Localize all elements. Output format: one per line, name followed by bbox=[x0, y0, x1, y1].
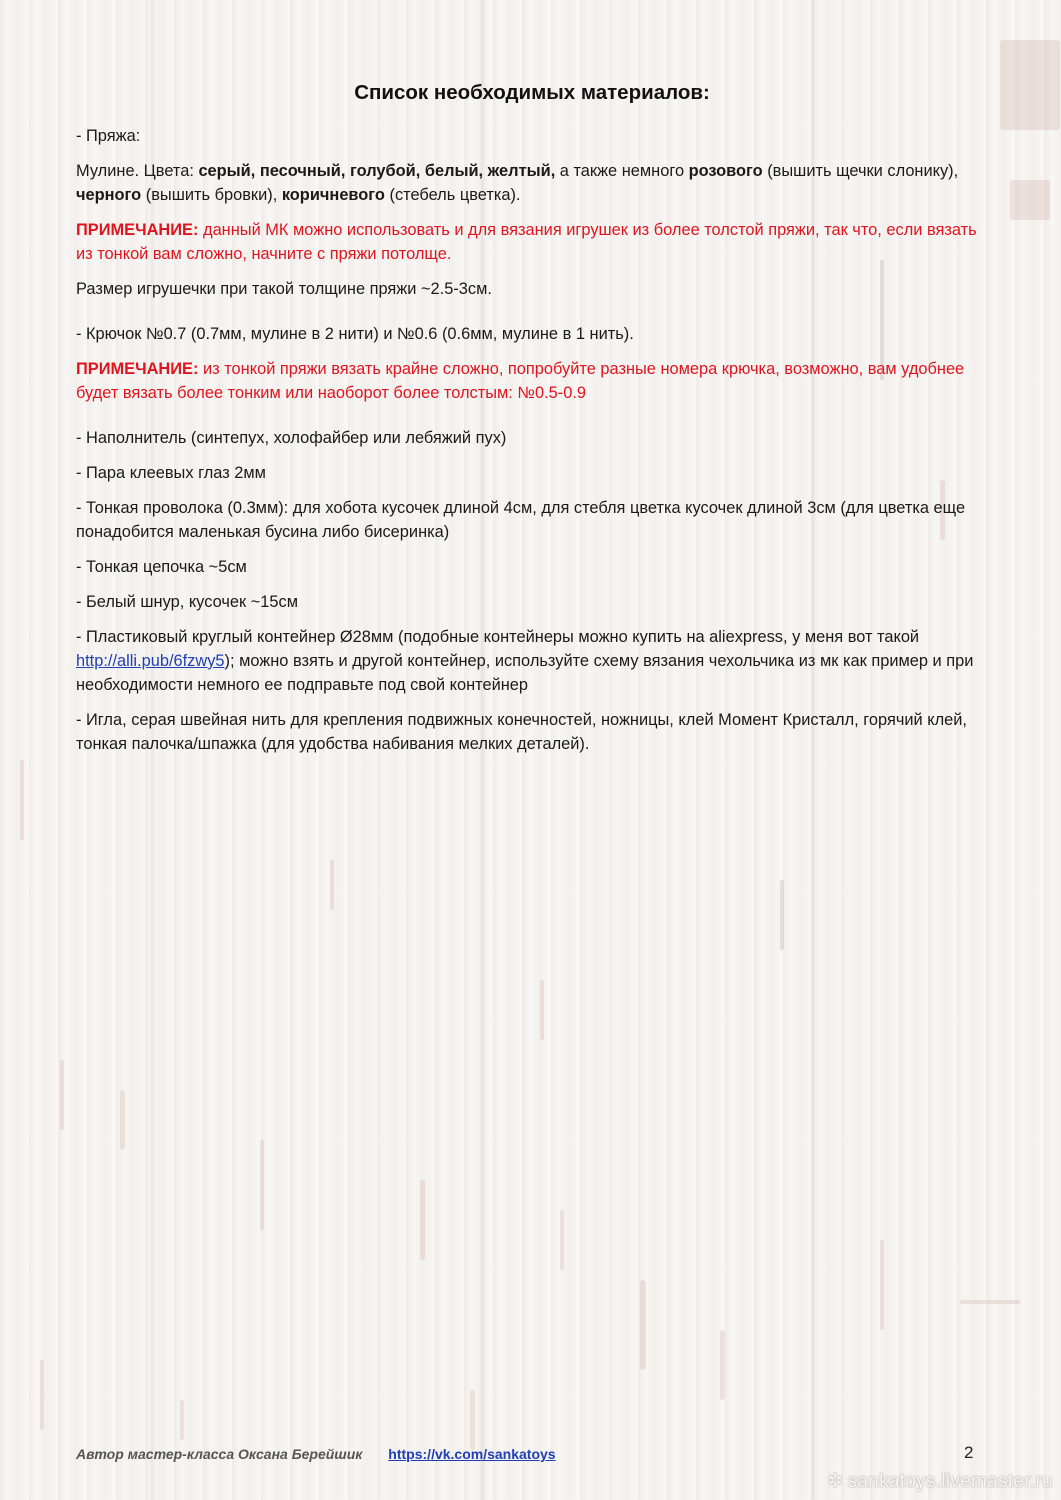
toy-size: Размер игрушечки при такой толщине пряжи ~2.5-3см. bbox=[76, 280, 492, 298]
yarn-label: - Пряжа: bbox=[76, 127, 141, 145]
footer-author: Автор мастер-класса Оксана Берейшик bbox=[76, 1446, 363, 1462]
document-body bbox=[76, 80, 988, 767]
filler-item: - Наполнитель (синтепух, холофайбер или лебяжий пух) bbox=[76, 429, 507, 447]
page-number: 2 bbox=[964, 1443, 974, 1462]
chain-item: - Тонкая цепочка ~5см bbox=[76, 558, 247, 576]
page-title: Список необходимых материалов: bbox=[354, 81, 710, 104]
gear-icon: ✲ bbox=[827, 1471, 844, 1492]
cord-item: - Белый шнур, кусочек ~15см bbox=[76, 593, 298, 611]
tools-item: - Игла, серая швейная нить для крепления подвижных конечностей, ножницы, клей Момент Кристалл, горячий клей, тонкая палочка/шпажка (для удобства набивания мелких деталей). bbox=[76, 711, 967, 753]
hook-item: - Крючок №0.7 (0.7мм, мулине в 2 нити) и №0.6 (0.6мм, мулине в 1 нить). bbox=[76, 325, 634, 343]
watermark: ✲ sankatoys.livemaster.ru bbox=[827, 1471, 1053, 1492]
eyes-item: - Пара клеевых глаз 2мм bbox=[76, 464, 266, 482]
footer-vk-link[interactable]: https://vk.com/sankatoys bbox=[388, 1446, 556, 1462]
note-hook: ПРИМЕЧАНИЕ: из тонкой пряжи вязать крайне сложно, попробуйте разные номера крючка, возможно, вам удобнее будет вязать более тонким или наоборот более толстым: №0.5-0.9 bbox=[76, 360, 965, 402]
yarn-colors: Мулине. Цвета: серый, песочный, голубой, белый, желтый, а также немного розового (вышить щечки слонику), черного (вышить бровки), коричневого (стебель цветка). bbox=[76, 162, 959, 204]
footer bbox=[76, 1446, 556, 1462]
note-thick-yarn: ПРИМЕЧАНИЕ: данный МК можно использовать и для вязания игрушек из более толстой пряжи, так что, если вязать из тонкой вам сложно, начните с пряжи потолще. bbox=[76, 221, 977, 263]
aliexpress-link[interactable]: http://alli.pub/6fzwy5 bbox=[76, 652, 225, 670]
container-item: - Пластиковый круглый контейнер Ø28мм (подобные контейнеры можно купить на aliexpress, у меня вот такой http://alli.pub/6fzwy5); можно взять и другой контейнер, используйте схему вязания чехольчика из мк как пример и при необходимости немного ее подправьте под свой контейнер bbox=[76, 628, 974, 694]
wire-item: - Тонкая проволока (0.3мм): для хобота кусочек длиной 4см, для стебля цветка кусочек длиной 3см (для цветка еще понадобится маленькая бусина либо бисеринка) bbox=[76, 499, 966, 541]
